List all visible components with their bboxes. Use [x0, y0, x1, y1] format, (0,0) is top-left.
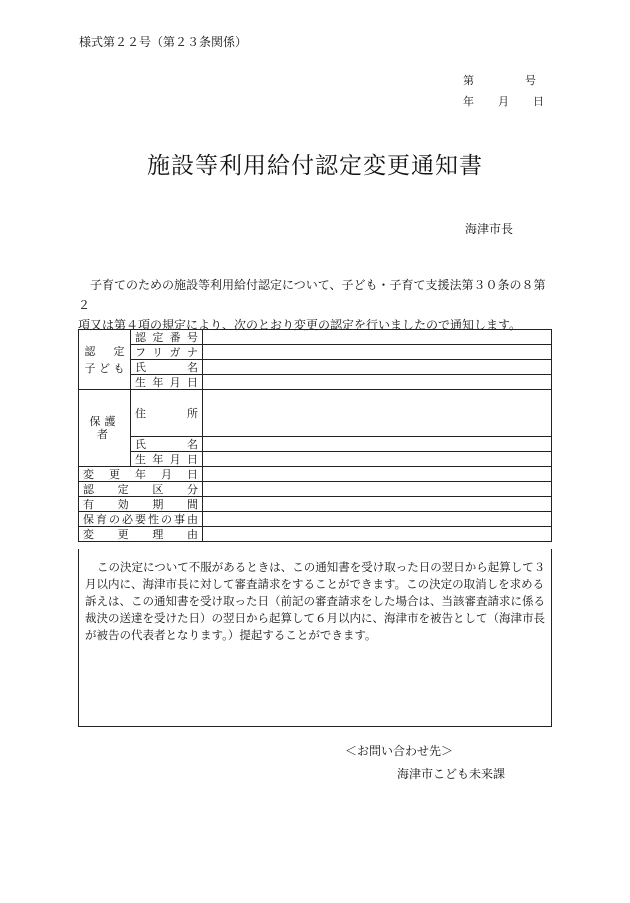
table-row — [79, 345, 552, 360]
contact-label: ＜お問い合わせ先＞ — [345, 744, 454, 758]
guardian-name-label: 氏名 — [131, 437, 203, 452]
guardian-birthdate-value — [203, 452, 552, 467]
guardian-birthdate-label: 生年月日 — [131, 452, 203, 467]
document-title: 施設等利用給付認定変更通知書 — [147, 153, 483, 179]
table-row — [79, 360, 552, 375]
child-cert-number-label: 認定番号 — [131, 330, 203, 345]
child-group-text: 認 定 子ども — [84, 344, 125, 375]
issuer-name: 海津市長 — [465, 222, 514, 236]
certification-table — [78, 329, 552, 542]
change-reason-label: 変更理由 — [79, 527, 203, 542]
guardian-address-label: 住所 — [131, 390, 203, 437]
guardian-group-label — [79, 390, 131, 467]
intro-paragraph — [78, 275, 554, 335]
child-cert-number-value — [203, 330, 552, 345]
table-row — [79, 375, 552, 390]
validity-period-label: 有効期間 — [79, 497, 203, 512]
issue-number-and-date — [463, 70, 544, 112]
child-birthdate-value — [203, 375, 552, 390]
validity-period-value — [203, 497, 552, 512]
table-row — [79, 482, 552, 497]
table-row — [79, 497, 552, 512]
table-row — [79, 512, 552, 527]
table-row — [79, 527, 552, 542]
child-group-label — [79, 330, 131, 390]
childcare-need-reason-label: 保育の必要性の事由 — [79, 512, 203, 527]
child-furigana-value — [203, 345, 552, 360]
appeal-notice-box — [78, 549, 552, 727]
child-birthdate-label: 生年月日 — [131, 375, 203, 390]
form-number: 様式第２２号（第２３条関係） — [79, 35, 248, 49]
intro-line-2: 項又は第４項の規定により、次のとおり変更の認定を行いましたので通知します。 — [78, 318, 522, 332]
child-name-label: 氏名 — [131, 360, 203, 375]
change-date-value — [203, 467, 552, 482]
guardian-address-value — [203, 390, 552, 437]
year-label: 年 — [463, 95, 474, 108]
contact-department: 海津市こども未来課 — [397, 767, 506, 781]
table-row — [79, 437, 552, 452]
guardian-name-value — [203, 437, 552, 452]
change-date-label: 変更年月日 — [79, 467, 203, 482]
table-row — [79, 330, 552, 345]
table-row — [79, 390, 552, 437]
guardian-group-text: 保護者 — [89, 415, 120, 441]
child-name-value — [203, 360, 552, 375]
table-row — [79, 467, 552, 482]
table-row — [79, 452, 552, 467]
month-label: 月 — [498, 95, 509, 108]
childcare-need-reason-value — [203, 512, 552, 527]
change-reason-value — [203, 527, 552, 542]
intro-line-1: 子育てのための施設等利用給付認定について、子ども・子育て支援法第３０条の８第２ — [78, 278, 546, 312]
appeal-notice-text: この決定について不服があるときは、この通知書を受け取った日の翌日から起算して３月以内に、海津市長に対して審査請求をすることができます。この決定の取消しを求める訴えは、この通知書を受け取った日（前記の審査請求をした場合は、当該審査請求に係る裁決の送達を受けた日）の翌日から起算して６月以内に、海津市を被告として（海津市長が被告の代表者となります。）提起することができます。 — [85, 560, 546, 642]
child-furigana-label: フリガナ — [131, 345, 203, 360]
number-suffix: 号 — [525, 74, 536, 87]
cert-category-value — [203, 482, 552, 497]
number-label: 第 — [463, 74, 474, 87]
day-label: 日 — [533, 95, 544, 108]
cert-category-label: 認定区分 — [79, 482, 203, 497]
